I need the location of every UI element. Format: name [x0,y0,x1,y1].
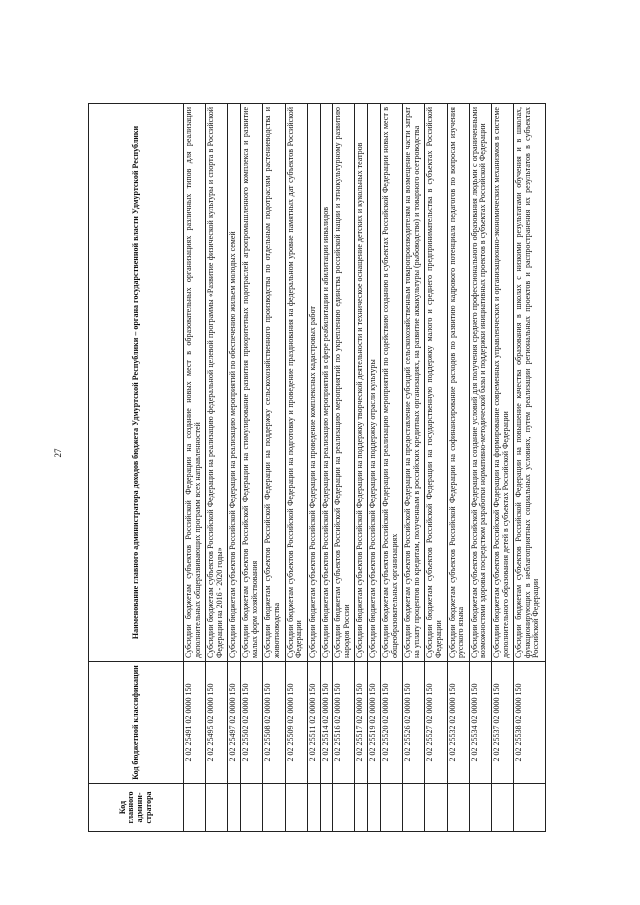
cell-budget-code: 2 02 25509 02 0000 150 [285,662,307,784]
table-row [184,104,206,832]
cell-admin-code [403,784,425,832]
page-number: 27 [53,448,63,458]
cell-name: Субсидии бюджетам субъектов Российской Федерации на реализацию мероприятий в сфере реабилитации и абилитации инвалидов [320,104,333,662]
cell-budget-code: 2 02 25537 02 0000 150 [491,662,513,784]
cell-admin-code [285,784,307,832]
cell-admin-code [333,784,355,832]
cell-budget-code: 2 02 25538 02 0000 150 [514,662,546,784]
cell-budget-code: 2 02 25526 02 0000 150 [403,662,425,784]
cell-name: Субсидии бюджетам субъектов Российской Федерации на поддержку отрасли культуры [368,104,381,662]
cell-admin-code [491,784,513,832]
cell-budget-code: 2 02 25520 02 0000 150 [380,662,402,784]
cell-name: Субсидии бюджетам субъектов Российской Федерации на реализацию мероприятий по укреплению единства российской нации и этнокультурному развитию народов России [333,104,355,662]
cell-name: Субсидии бюджетам субъектов Российской Федерации на поддержку творческой деятельности и техническое оснащение детских и кукольных театров [355,104,368,662]
cell-admin-code [447,784,469,832]
cell-admin-code [368,784,381,832]
table-row [469,104,491,832]
table-row [355,104,368,832]
table-row [368,104,381,832]
cell-name: Субсидии бюджетам субъектов Российской Федерации на создание новых мест в образовательных организациях различных типов для реализации дополнительных общеразвивающих программ всех направленностей [184,104,206,662]
cell-name: Субсидии бюджетам субъектов Российской Федерации на повышение качества образования в школах с низкими результатами обучения и в школах, функционирующих в неблагоприятных социальных условиях, путем реализации региональных проектов и распространения их результатов в субъектах Российской Федерации [514,104,546,662]
cell-name: Субсидии бюджетам субъектов Российской Федерации на создание условий для получения среднего профессионального образования людьми с ограниченными возможностями здоровья посредством разработки нормативно-методической базы и поддержки инициативных проектов в субъектах Российской Федерации [469,104,491,662]
cell-admin-code [380,784,402,832]
table-row [447,104,469,832]
cell-admin-code [184,784,206,832]
cell-budget-code: 2 02 25532 02 0000 150 [447,662,469,784]
cell-admin-code [206,784,228,832]
cell-admin-code [355,784,368,832]
cell-budget-code: 2 02 25519 02 0000 150 [368,662,381,784]
cell-budget-code: 2 02 25491 02 0000 150 [184,662,206,784]
cell-name: Субсидии бюджетам субъектов Российской Федерации на софинансирование расходов по развитию кадрового потенциала педагогов по вопросам изучения русского языка [447,104,469,662]
table-row [333,104,355,832]
cell-budget-code: 2 02 25495 02 0000 150 [206,662,228,784]
cell-budget-code: 2 02 25516 02 0000 150 [333,662,355,784]
cell-name: Субсидии бюджетам субъектов Российской Федерации на предоставление субсидий сельскохозяйственным товаропроизводителям на возмещение части затрат на уплату процентов по кредитам, полученным в российских кредитных организациях, на развитие аквакультуры (рыбоводство) и товарного осетроводства [403,104,425,662]
cell-name: Субсидии бюджетам субъектов Российской Федерации на проведение комплексных кадастровых работ [307,104,320,662]
cell-admin-code [320,784,333,832]
cell-admin-code [425,784,447,832]
administrators-table [88,103,546,832]
table-row [425,104,447,832]
table-row [263,104,285,832]
header-budget-code: Код бюджетной классификации [89,662,184,784]
cell-budget-code: 2 02 25514 02 0000 150 [320,662,333,784]
header-admin-code: Код главного админи-стратора [89,784,184,832]
table-row [491,104,513,832]
cell-admin-code [514,784,546,832]
cell-budget-code: 2 02 25497 02 0000 150 [228,662,241,784]
table-row [228,104,241,832]
table-row [380,104,402,832]
rotated-table-wrapper [88,104,546,832]
table-row [320,104,333,832]
cell-budget-code: 2 02 25527 02 0000 150 [425,662,447,784]
table-row [514,104,546,832]
cell-name: Субсидии бюджетам субъектов Российской Федерации на государственную поддержку малого и среднего предпринимательства в субъектах Российской Федерации [425,104,447,662]
cell-budget-code: 2 02 25517 02 0000 150 [355,662,368,784]
cell-budget-code: 2 02 25534 02 0000 150 [469,662,491,784]
cell-name: Субсидии бюджетам субъектов Российской Федерации на реализацию мероприятий по обеспечению жильем молодых семей [228,104,241,662]
table-row [206,104,228,832]
cell-admin-code [241,784,263,832]
cell-admin-code [263,784,285,832]
cell-admin-code [228,784,241,832]
cell-name: Субсидии бюджетам субъектов Российской Федерации на стимулирование развития приоритетных подотраслей агропромышленного комплекса и развитие малых форм хозяйствования [241,104,263,662]
cell-admin-code [307,784,320,832]
cell-name: Субсидии бюджетам субъектов Российской Федерации на реализацию федеральной целевой программы «Развитие физической культуры и спорта в Российской Федерации на 2016 - 2020 годы» [206,104,228,662]
table-row [285,104,307,832]
cell-budget-code: 2 02 25511 02 0000 150 [307,662,320,784]
document-table-container [88,104,546,832]
table-row [403,104,425,832]
cell-name: Субсидии бюджетам субъектов Российской Федерации на поддержку сельскохозяйственного производства по отдельным подотраслям растениеводства и животноводства [263,104,285,662]
table-row [241,104,263,832]
table-header-row [89,104,184,832]
cell-budget-code: 2 02 25508 02 0000 150 [263,662,285,784]
cell-admin-code [469,784,491,832]
table-row [307,104,320,832]
cell-name: Субсидии бюджетам субъектов Российской Федерации на подготовку и проведение празднования на федеральном уровне памятных дат субъектов Российской Федерации [285,104,307,662]
cell-name: Субсидии бюджетам субъектов Российской Федерации на формирование современных управленческих и организационно-экономических механизмов в системе дополнительного образования детей в субъектах Российской Федерации [491,104,513,662]
cell-name: Субсидии бюджетам субъектов Российской Федерации на реализацию мероприятий по содействию созданию в субъектах Российской Федерации новых мест в общеобразовательных организациях [380,104,402,662]
cell-budget-code: 2 02 25502 02 0000 150 [241,662,263,784]
header-name: Наименование главного администратора доходов бюджета Удмуртской Республики – органа государственной власти Удмуртской Республики [89,104,184,662]
